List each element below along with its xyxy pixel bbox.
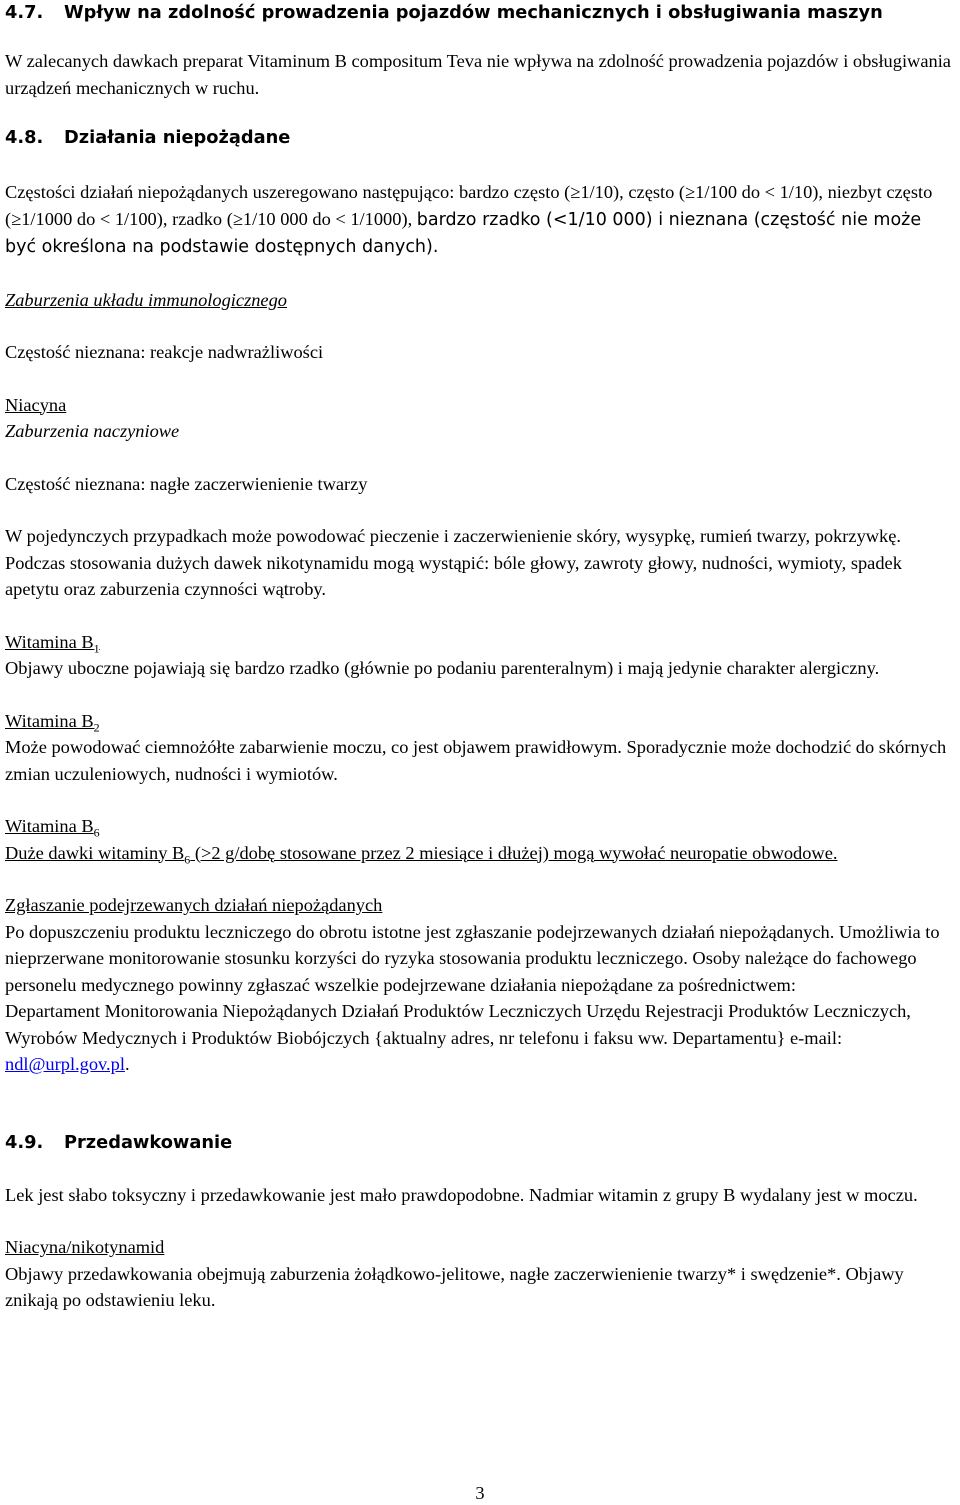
section-4-7-heading [5, 0, 954, 26]
immune-disorders-text: Częstość nieznana: reakcje nadwrażliwości [5, 342, 324, 362]
frequency-intro [5, 179, 954, 261]
overdose-text-a: Lek jest słabo toksyczny i przedawkowanie jest mało prawdopodobne. [5, 1184, 525, 1205]
niacin-heading: Niacyna [5, 394, 67, 415]
reporting-department-text: Departament Monitorowania Niepożądanych Działań Produktów Leczniczych Urzędu Rejestracji Produktów Leczniczych, Wyrobów Medycznych i Produktów Biobójczych {aktualny adres, nr telefonu i faksu ww. Departamentu} e-mail: [5, 1001, 911, 1048]
page-number: 3 [475, 1483, 485, 1503]
section-title: Przedawkowanie [64, 1131, 233, 1153]
overdose-text-b: Nadmiar witamin z grupy B wydalany jest w moczu. [529, 1184, 918, 1205]
section-number: 4.8. [5, 127, 44, 148]
vitamin-b2-subscript: 2 [93, 720, 100, 735]
vitamin-b6-subscript: 6 [93, 825, 100, 840]
vitamin-b6-text-subscript: 6 [184, 852, 191, 867]
niacin-overdose-heading: Niacyna/nikotynamid [5, 1237, 165, 1257]
vascular-disorders-heading: Zaburzenia naczyniowe [5, 421, 180, 441]
reporting-email-link[interactable]: ndl@urpl.gov.pl [5, 1054, 125, 1074]
vascular-disorders-text: Częstość nieznana: nagłe zaczerwienienie twarzy [5, 473, 368, 494]
section-number: 4.9. [5, 1131, 44, 1153]
overdose-text [5, 1182, 954, 1209]
vitamin-b6-label: Witamina B [5, 816, 94, 836]
section-number: 4.7. [5, 2, 44, 23]
adverse-reporting-heading: Zgłaszanie podejrzewanych działań niepożądanych [5, 895, 383, 915]
section-4-8-heading [5, 125, 954, 151]
vitamin-b1-label: Witamina B [5, 631, 94, 652]
vitamin-b2-label: Witamina B [5, 710, 94, 731]
section-title: Wpływ na zdolność prowadzenia pojazdów mechanicznych i obsługiwania maszyn [64, 2, 883, 23]
niacin-effects-paragraph [5, 523, 954, 603]
section-4-9-heading [5, 1130, 954, 1156]
niacin-effects-a: W pojedynczych przypadkach może powodować pieczenie i zaczerwienienie skóry, wysypkę, rumień twarzy, pokrzywkę. [5, 526, 902, 546]
section-4-7-body: W zalecanych dawkach preparat Vitaminum B compositum Teva nie wpływa na zdolność prowadzenia pojazdów i obsługiwania urządzeń mechanicznych w ruchu. [5, 51, 951, 98]
vitamin-b6-text-a: Duże dawki witaminy B [5, 842, 185, 863]
vitamin-b2-text-b: Sporadycznie może dochodzić do skórnych zmian uczuleniowych, nudności i wymiotów. [5, 737, 947, 784]
reporting-end: . [124, 1054, 130, 1074]
vitamin-b6-heading [5, 813, 954, 840]
section-title: Działania niepożądane [64, 127, 291, 148]
vitamin-b1-subscript: 1 [93, 641, 100, 656]
reporting-department [5, 998, 954, 1078]
reporting-text-a: Po dopuszczeniu produktu leczniczego do obrotu istotne jest zgłaszanie podejrzewanych działań niepożądanych. Umożliwia to nieprzerwane monitorowanie stosunku korzyści do ryzyka stosowania produktu leczniczego. [5, 921, 940, 968]
vitamin-b6-text [5, 840, 954, 867]
vitamin-b1-heading [5, 629, 954, 656]
vitamin-b2-heading [5, 708, 954, 735]
reporting-text-b: Osoby należące do fachowego personelu medycznego powinny zgłaszać wszelkie podejrzewane działania niepożądane za pośrednictwem: [5, 948, 917, 995]
frequency-intro-a: Częstości działań niepożądanych uszeregowano następująco: bardzo często (≥1/10), często (≥1/100 do < 1/10), niezbyt często (≥1/1000 do < 1/100), rzadko (≥1/10 000 do < 1/1000), [5, 182, 933, 229]
vitamin-b2-text [5, 734, 954, 787]
vitamin-b2-text-a: Może powodować ciemnożółte zabarwienie moczu, co jest objawem prawidłowym. [5, 737, 622, 757]
vitamin-b6-text-b: (>2 g/dobę stosowane przez 2 miesiące i dłużej) mogą wywołać neuropatie obwodowe. [190, 842, 838, 863]
niacin-overdose-text: Objawy przedawkowania obejmują zaburzenia żołądkowo-jelitowe, nagłe zaczerwienienie twarzy* i swędzenie*. Objawy znikają po odstawieniu leku. [5, 1263, 904, 1310]
vitamin-b1-text: Objawy uboczne pojawiają się bardzo rzadko (głównie po podaniu parenteralnym) i mają jedynie charakter alergiczny. [5, 658, 880, 678]
immune-disorders-heading: Zaburzenia układu immunologicznego [5, 289, 287, 310]
frequency-intro-b: bardzo rzadko (<1/10 000) i nieznana (częstość nie może być określona na podstawie dostępnych danych). [5, 209, 922, 257]
niacin-effects-b: Podczas stosowania dużych dawek nikotynamidu mogą wystąpić: bóle głowy, zawroty głowy, nudności, wymioty, spadek apetytu oraz zaburzenia czynności wątroby. [5, 552, 902, 599]
adverse-reporting-text [5, 919, 954, 999]
